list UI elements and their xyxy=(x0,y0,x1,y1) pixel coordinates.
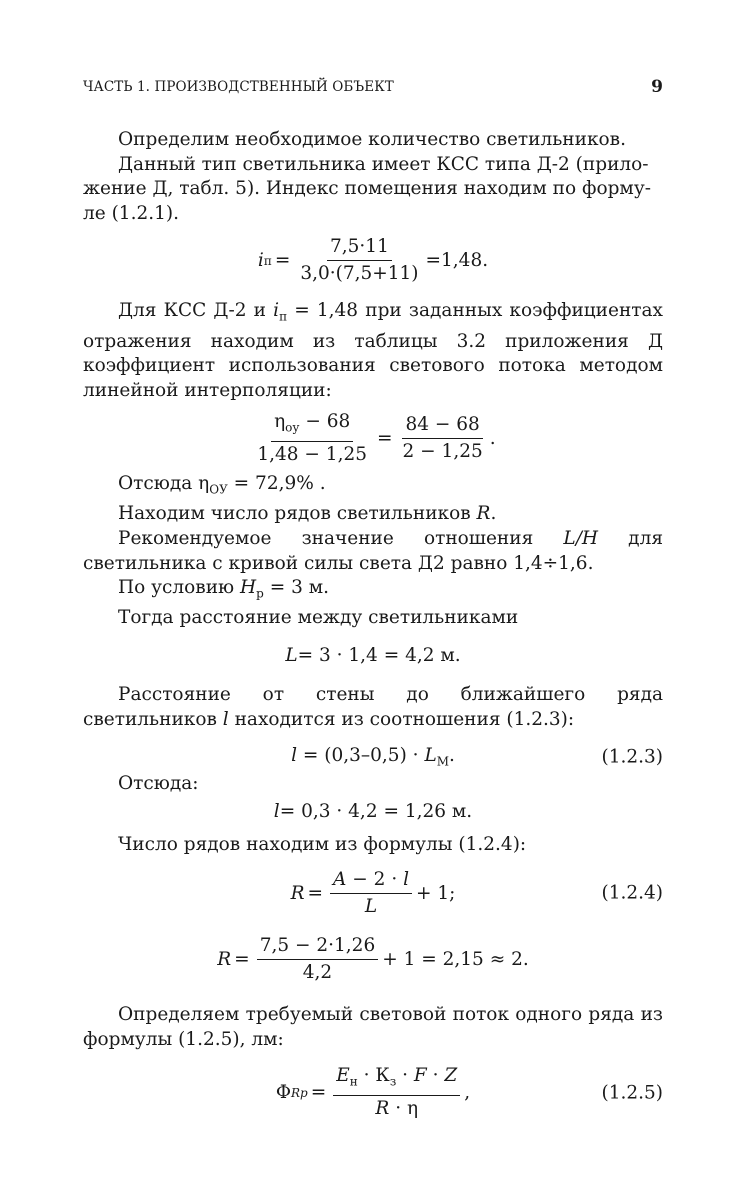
equation-1-2-5: Φ Rр = $\frac{E_н \cdot К_з \cdot F \cdot Z}{R \cdot \eta}$ , (1.2.5) xyxy=(275,1065,663,1119)
equation-interpolation: $\frac{\eta_{оу} - 68}{1,48 - 1,25}$ = $\frac{84 - 68}{2 - 1,25}$ . xyxy=(83,411,663,466)
paragraph-4: Отсюда $\eta_{ОУ} = 72,9\%$ . xyxy=(118,473,326,497)
paragraph-6: Рекомендуемое значение отношения L/H для светильника с кривой силы света Д2 равно 1,4÷1,6. xyxy=(83,528,663,574)
equation-number-1-2-4: (1.2.4) xyxy=(601,882,663,904)
subscript-p: п xyxy=(263,253,272,268)
paragraph-9: Расстояние от стены до ближайшего ряда светильников l находится из соотношения (1.2.3): xyxy=(83,684,663,730)
page-header xyxy=(83,77,663,97)
symbol-i: i xyxy=(257,250,264,272)
equation-wall-distance: l = 0,3 · 4,2 = 1,26 м. xyxy=(273,801,473,823)
result: =1,48. xyxy=(425,250,489,272)
paragraph-5: Находим число рядов светильников R. xyxy=(118,503,497,525)
fraction-left xyxy=(254,411,370,466)
equation-spacing: L = 3 · 1,4 = 4,2 м. xyxy=(285,644,461,666)
paragraph-2-line-3: ле (1.2.1). xyxy=(83,202,179,224)
paragraph-11: Число рядов находим из формулы (1.2.4): xyxy=(118,833,527,855)
equation-rows-result: R = $\frac{7,5 - 2\cdot 1,26}{4,2}$ + 1 = 2,15 ≈ 2. xyxy=(217,934,529,983)
fraction xyxy=(330,869,412,918)
denominator-left: 1,48 − 1,25 xyxy=(257,444,367,466)
denominator-right: 2 − 1,25 xyxy=(402,441,483,463)
paragraph-12: Определяем требуемый световой поток одного ряда из формулы (1.2.5), лм: xyxy=(83,1004,663,1051)
numerator-right: 84 − 68 xyxy=(402,414,482,439)
page xyxy=(83,0,663,1182)
numerator: 7,5 − 2·1,26 xyxy=(257,935,379,960)
paragraph-7: По условию $H_р = 3$ м. xyxy=(118,577,330,601)
denominator: R · η xyxy=(375,1097,419,1119)
numerator: $E_н \cdot К_з \cdot F \cdot Z$ xyxy=(333,1065,460,1096)
numerator: 7,5·11 xyxy=(327,236,392,261)
paragraph-1: Определим необходимое количество светильников. xyxy=(118,129,626,150)
fraction xyxy=(297,236,421,285)
page-number: 9 xyxy=(651,77,663,97)
paragraph-2-line-2: жение Д, табл. 5). Индекс помещения находим по форму- xyxy=(83,178,651,200)
paragraph-8: Тогда расстояние между светильниками xyxy=(118,607,519,629)
equation-room-index: i п = $\frac{7,5\cdot 11}{3,0\cdot(7,5+11)}$ =1,48. xyxy=(257,236,489,285)
paragraph-10: Отсюда: xyxy=(118,773,199,795)
denominator: L xyxy=(364,895,378,917)
numerator-left: $\eta_{оу} - 68$ xyxy=(271,411,353,442)
equation-1-2-4: R = $\frac{A - 2 \cdot l}{L}$ + 1; (1.2.4) xyxy=(290,868,663,917)
denominator: 3,0·(7,5+11) xyxy=(300,263,419,285)
equation-number-1-2-3: (1.2.3) xyxy=(601,746,663,768)
running-title: ЧАСТЬ 1. ПРОИЗВОДСТВЕННЫЙ ОБЪЕКТ xyxy=(83,79,394,95)
fraction xyxy=(333,1065,460,1120)
numerator: A − 2 · l xyxy=(330,869,412,894)
paragraph-2-line-1: Данный тип светильника имеет КСС типа Д-2 (прило- xyxy=(118,153,649,175)
fraction xyxy=(257,935,379,984)
fraction-right xyxy=(400,414,486,463)
page-body xyxy=(83,128,663,1121)
denominator: 4,2 xyxy=(302,961,333,983)
paragraph-2 xyxy=(83,153,663,227)
equation-number-1-2-5: (1.2.5) xyxy=(601,1082,663,1104)
paragraph-3: Для КСС Д-2 и $i_п = 1,48$ при заданных коэффициентах отражения находим из таблицы 3.2 приложения Д коэффициент использования светового потока методом линейной интерполяции: xyxy=(83,300,663,401)
equation-1-2-3: $l = (0,3-0,5) \cdot L_М$. (1.2.3) xyxy=(291,745,663,770)
